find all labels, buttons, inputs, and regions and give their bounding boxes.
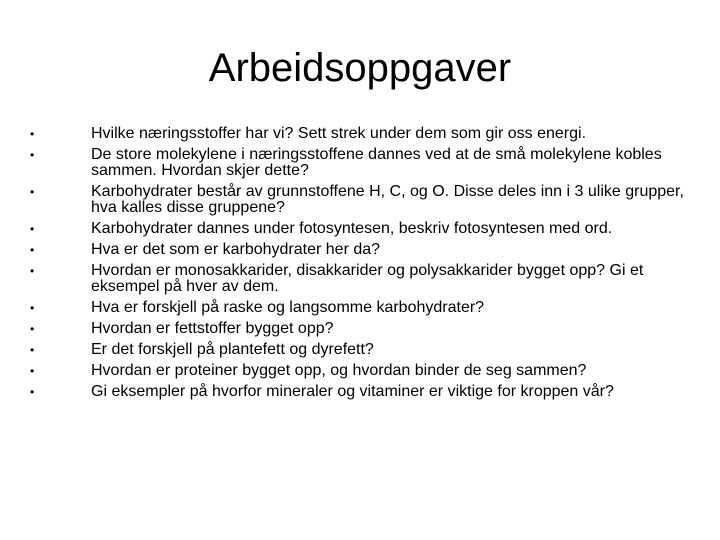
list-item [30, 342, 690, 358]
bullet-icon: • [30, 322, 35, 336]
list-item-text: Hvordan er fettstoffer bygget opp? [91, 320, 334, 337]
list-item-text: Er det forskjell på plantefett og dyrefett? [91, 341, 374, 358]
list-item [30, 300, 690, 316]
bullet-icon: • [30, 185, 35, 199]
list-item-text: Hvilke næringsstoffer har vi? Sett strek under dem som gir oss energi. [91, 125, 587, 142]
bullet-icon: • [30, 264, 35, 278]
bullet-icon: • [30, 243, 35, 257]
list-item [30, 321, 690, 337]
bullet-icon: • [30, 343, 35, 357]
bullet-icon: • [30, 127, 35, 141]
list-item [30, 184, 690, 216]
slide-title: Arbeidsoppgaver [208, 46, 512, 90]
bullet-icon: • [30, 301, 35, 315]
list-item [30, 384, 690, 400]
bullet-icon: • [30, 222, 35, 236]
list-item [30, 263, 690, 295]
bullet-icon: • [30, 148, 35, 162]
list-item-text: Karbohydrater består av grunnstoffene H, C, og O. Disse deles inn i 3 ulike grupper, hva kalles disse gruppene? [91, 183, 684, 216]
list-item-text: Karbohydrater dannes under fotosyntesen, beskriv fotosyntesen med ord. [91, 220, 613, 237]
list-item [30, 147, 690, 179]
bullet-icon: • [30, 385, 35, 399]
list-item-text: Hva er det som er karbohydrater her da? [91, 241, 381, 258]
list-item [30, 221, 690, 237]
list-item [30, 126, 690, 142]
list-item [30, 363, 690, 379]
list-item-text: Hvordan er monosakkarider, disakkarider og polysakkarider bygget opp? Gi et eksempel på hver av dem. [91, 262, 644, 295]
list-item-text: Hva er forskjell på raske og langsomme karbohydrater? [91, 299, 485, 316]
bullet-icon: • [30, 364, 35, 378]
list-item-text: De store molekylene i næringsstoffene dannes ved at de små molekylene kobles sammen. Hvordan skjer dette? [91, 146, 662, 179]
list-item-text: Hvordan er proteiner bygget opp, og hvordan binder de seg sammen? [91, 362, 587, 379]
list-item [30, 242, 690, 258]
list-item-text: Gi eksempler på hvorfor mineraler og vitaminer er viktige for kroppen vår? [91, 383, 614, 400]
task-list [30, 126, 690, 405]
